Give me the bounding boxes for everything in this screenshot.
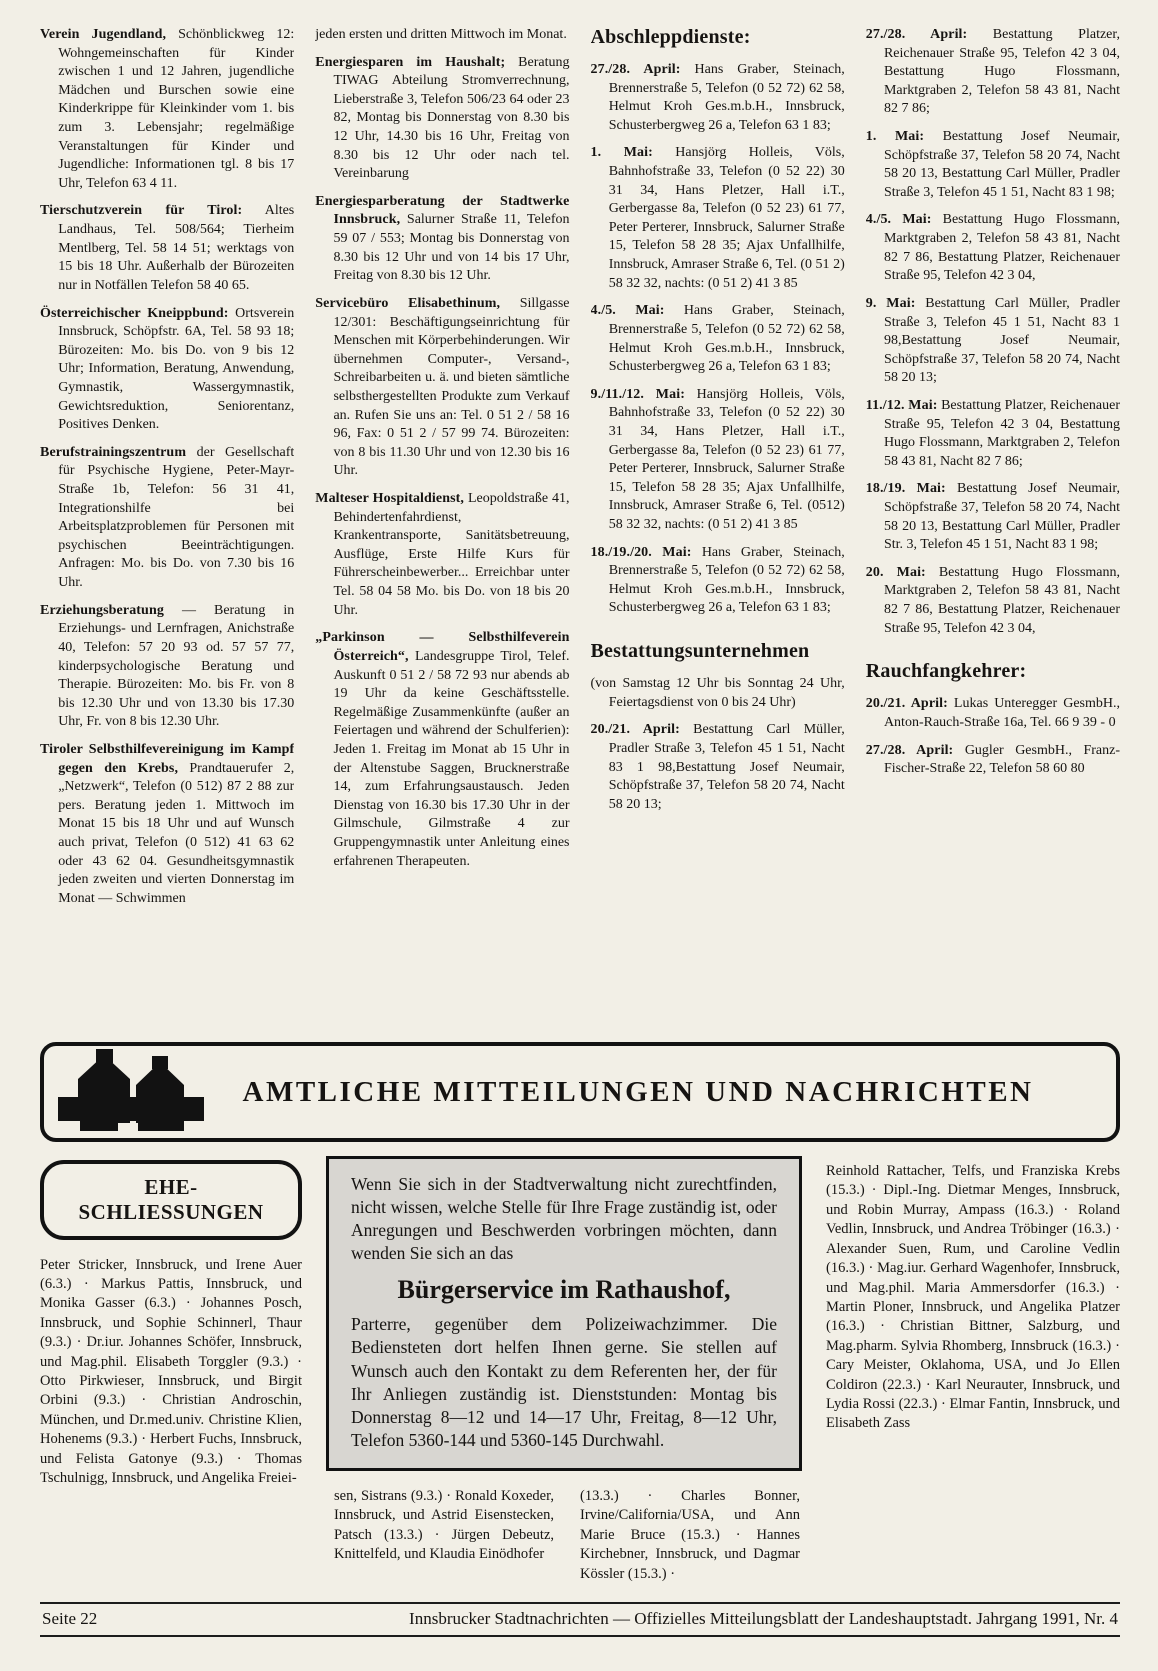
buergerservice-title: Bürgerservice im Rathaushof, <box>397 1275 731 1305</box>
directory-entry: 4./5. Mai: Hans Graber, Steinach, Brennerstraße 5, Telefon (0 52 72) 62 58, Helmut Kroh Ges.m.b.H., Innsbruck, Schusterbergweg 26 a, Telefon 63 1 83; <box>590 303 845 375</box>
directory-entry: Berufstrainingszentrum der Gesellschaft für Psychische Hygiene, Peter-Mayr-Straße 1b, Telefon: 56 31 41, Integrationshilfe bei Arbeitsplatzproblemen für Personen mit psychischen Beeinträchtigungen. Anfragen: Mo. bis Do. von 7.30 bis 16 Uhr. <box>40 444 295 591</box>
directory-entry: jeden ersten und dritten Mittwoch im Monat. <box>315 27 567 42</box>
directory-entry: Energiesparen im Haushalt; Beratung TIWAG Abteilung Stromverrechnung, Lieberstraße 3, Telefon 506/23 64 oder 23 82, Montag bis Donnerstag von 8.30 bis 12 Uhr, 14.30 bis 16 Uhr, Freitag von 8.30 bis 12 Uhr oder nach tel. Vereinbarung <box>315 54 570 182</box>
page-number: Seite 22 <box>42 1609 98 1628</box>
directory-entry: 4./5. Mai: Bestattung Hugo Flossmann, Marktgraben 2, Telefon 58 43 81, Nacht 82 7 86, Bestattung Platzer, Reichenauer Straße 95, Telefon 42 3 04, <box>865 212 1120 284</box>
directory-entry: 9./11./12. Mai: Hansjörg Holleis, Völs, Bahnhofstraße 33, Telefon (0 52 22) 30 31 34, Hans Pletzer, Hall i.T., Gerbergasse 8a, Telefon (0 52 23) 61 77, Peter Perterer, Innsbruck, Salurner Straße 15, Telefon 58 28 35; Ajax Unfallhilfe, Innsbruck, Amraser Straße 6, Tel. (0512) 58 32 32, nachts: (0 51 2) 41 3 85 <box>590 386 845 533</box>
directory-column-3 <box>591 26 845 1030</box>
directory-entry: Österreichischer Kneippbund: Ortsverein Innsbruck, Schöpfstr. 6A, Tel. 58 93 18; Bürozeiten: Mo. bis Do. von 9 bis 12 Uhr; Information, Beratung, Anwendung, Gymnastik, Wassergymnastik, Gewichtsreduktion, Seniorentanz, Positives Denken. <box>40 305 295 433</box>
marriage-list: sen, Sistrans (9.3.) · Ronald Koxeder, Innsbruck, und Astrid Eisenstecken, Patsch (13.3.) · Jürgen Debeutz, Knittelfeld, und Klaudia Einödhofer <box>334 1487 554 1563</box>
directory-entry: 11./12. Mai: Bestattung Platzer, Reichenauer Straße 95, Telefon 42 3 04, Bestattung Hugo Flossmann, Marktgraben 2, Telefon 58 43 81, Nacht 82 7 86; <box>865 397 1120 469</box>
marriage-list: (13.3.) · Charles Bonner, Irvine/California/USA, und Ann Marie Bruce (15.3.) · Hannes Kirchebner, Innsbruck, und Dagmar Kössler (15.3.) · <box>580 1487 800 1582</box>
section-heading: Abschleppdienste: <box>590 26 751 48</box>
directory-column-2 <box>315 26 569 1030</box>
directory-entry: Tiroler Selbsthilfevereinigung im Kampf gegen den Krebs, Prandtauerufer 2, „Netzwerk“, Telefon (0 512) 87 2 88 zur pers. Beratung jeden 1. Mittwoch im Monat 15 bis 18 Uhr und auf Wunsch auch privat, Telefon (0 512) 41 63 62 oder 43 62 04. Gesundheitsgymnastik jeden zweiten und vierten Donnerstag im Monat — Schwimmen <box>40 741 295 906</box>
directory-entry: 1. Mai: Bestattung Josef Neumair, Schöpfstraße 37, Telefon 58 20 74, Nacht 58 20 13, Bestattung Carl Müller, Pradler Straße 3, Telefon 45 1 51, Nacht 83 1 98; <box>865 129 1120 200</box>
directory-entry: 27./28. April: Bestattung Platzer, Reichenauer Straße 95, Telefon 42 3 04, Bestattung Hugo Flossmann, Marktgraben 2, Telefon 58 43 81, Nacht 82 7 86; <box>865 27 1120 117</box>
directory-entry: 18./19./20. Mai: Hans Graber, Steinach, Brennerstraße 5, Telefon (0 52 72) 62 58, Helmut Kroh Ges.m.b.H., Innsbruck, Schusterbergweg 26 a, Telefon 63 1 83; <box>590 544 845 616</box>
footer-masthead-line: Innsbrucker Stadtnachrichten — Offizielles Mitteilungsblatt der Landeshauptstadt. Jahrgang 1991, Nr. 4 <box>409 1609 1118 1628</box>
directory-entry: 27./28. April: Gugler GesmbH., Franz-Fischer-Straße 22, Telefon 58 60 80 <box>865 742 1120 777</box>
directory-entry: 20. Mai: Bestattung Hugo Flossmann, Marktgraben 2, Telefon 58 43 81, Nacht 82 7 86, Bestattung Platzer, Reichenauer Straße 95, Telefon 42 3 04, <box>865 564 1120 636</box>
marriages-heading-badge <box>40 1160 302 1240</box>
directory-column-1 <box>40 26 294 1030</box>
directory-column-4 <box>866 26 1120 1030</box>
buergerservice-intro: Wenn Sie sich in der Stadtverwaltung nicht zurechtfinden, nicht wissen, welche Stelle für Ihre Frage zuständig ist, oder Anregungen und Beschwerden vorbringen möchten, dann wenden Sie sich an das <box>351 1174 777 1264</box>
lower-middle-column <box>326 1156 802 1584</box>
directory-entry: Energiesparberatung der Stadtwerke Innsbruck, Salurner Straße 11, Telefon 59 07 / 553; Montag bis Donnerstag von 8.30 bis 12 Uhr und von 14 bis 17 Uhr, Freitag von 8.30 bis 12 Uhr. <box>315 193 570 284</box>
page-footer <box>40 1602 1120 1637</box>
marriages-heading-line2: SCHLIESSUNGEN <box>78 1199 264 1224</box>
section-heading: Bestattungsunternehmen <box>590 640 810 663</box>
section-heading: Rauchfangkehrer: <box>865 660 1027 683</box>
marriage-list: Reinhold Rattacher, Telfs, und Franziska Krebs (15.3.) · Dipl.-Ing. Dietmar Menges, Innsbruck, und Robin Murray, Ampass (16.3.) · Roland Vedlin, Innsbruck, und Andrea Tröbinger (16.3.) · Alexander Suen, Rum, und Caroline Vedlin (16.3.) · Mag.iur. Gerhard Wagenhofer, Innsbruck, und Mag.phil. Maria Ammersdorfer (16.3.) · Martin Ploner, Innsbruck, und Angelika Platzer (16.3.) · Christian Bittner, Salzburg, und Mag.pharm. Sylvia Rhomberg, Innsbruck (16.3.) · Cary Meister, Oklahoma, USA, und Jo Ellen Coldiron (22.3.) · Karl Neurauter, Innsbruck, und Lydia Rossi (22.3.) · Elmar Fantin, Innsbruck, und Elisabeth Zass <box>826 1163 1120 1432</box>
marriage-list: Peter Stricker, Innsbruck, und Irene Auer (6.3.) · Markus Pattis, Innsbruck, und Monika Gasser (6.3.) · Johannes Posch, Innsbruck, und Sophie Schinnerl, Thaur (9.3.) · Dr.iur. Johannes Schöfer, Innsbruck, und Mag.phil. Elisabeth Torggler (9.3.) · Otto Pirkwieser, Innsbruck, und Birgit Orbini (9.3.) · Christian Androschin, München, und Dr.med.univ. Christine Klien, Hohenems (9.3.) · Herbert Fuchs, Innsbruck, und Felista Gatonye (9.3.) · Thomas Tschulnigg, Innsbruck, und Angelika Freiei- <box>40 1256 302 1487</box>
directory-entry: 9. Mai: Bestattung Carl Müller, Pradler Straße 3, Telefon 45 1 51, Nacht 83 1 98,Bestattung Josef Neumair, Schöpfstraße 37, Telefon 58 20 74, Nacht 58 20 13; <box>865 295 1120 386</box>
directory-entry: „Parkinson — Selbsthilfeverein Österreich“, Landesgruppe Tirol, Telef. Auskunft 0 51 2 / 58 72 93 nur abends ab 19 Uhr da keine Geschäftsstelle. Regelmäßige Zusammenkünfte (außer an Feiertagen und während der Schulferien): Jeden 1. Freitag im Monat ab 15 Uhr in der Altenstube Saggen, Brucknerstraße 14, zum Erfahrungsaustausch. Jeden Dienstag von 16.30 bis 17.30 Uhr in der Gilmschule, Gilmstraße 4 zur Gruppengymnastik unter Anleitung eines erfahrenen Therapeuten. <box>315 630 570 869</box>
directory-entry: 20./21. April: Bestattung Carl Müller, Pradler Straße 3, Telefon 45 1 51, Nacht 83 1 98,Bestattung Josef Neumair, Schöpfstraße 37, Telefon 58 20 74, Nacht 58 20 13; <box>590 722 845 812</box>
marriages-column-right <box>826 1156 1120 1584</box>
directory-entry: 1. Mai: Hansjörg Holleis, Völs, Bahnhofstraße 33, Telefon (0 52 22) 30 31 34, Hans Pletzer, Hall i.T., Gerbergasse 8a, Telefon (0 52 23) 61 77, Peter Perterer, Innsbruck, Salurner Straße 15, Telefon 58 28 35; Ajax Unfallhilfe, Innsbruck, Amraser Straße 6, Tel. (0 51 2) 58 32 32, nachts: (0 51 2) 41 3 85 <box>590 145 845 291</box>
directory-entry: 20./21. April: Lukas Unteregger GesmbH., Anton-Rauch-Straße 16a, Tel. 66 9 39 - 0 <box>865 696 1120 730</box>
directory-entry: Servicebüro Elisabethinum, Sillgasse 12/301: Beschäftigungseinrichtung für Menschen mit Körperbehinderungen. Wir übernehmen Computer-, Versand-, Schreibarbeiten u. ä. und bieten sämtliche selbsthergestellten Produkte zum Verkauf an. Rufen Sie uns an: Tel. 0 51 2 / 58 16 96, Fax: 0 51 2 / 57 99 74. Bürozeiten: von 8 bis 11.30 Uhr und von 12.30 bis 16 Uhr. <box>315 295 570 479</box>
directory-entry: Tierschutzverein für Tirol: Altes Landhaus, Tel. 508/564; Tierheim Mentlberg, Tel. 58 14 51; werktags von 15 bis 18 Uhr. Außerhalb der Bürozeiten nur in Notfällen Telefon 58 40 65. <box>40 203 295 293</box>
marriages-bottom-strip <box>326 1487 802 1584</box>
marriages-column-left <box>40 1156 302 1584</box>
directory-entry: Malteser Hospitaldienst, Leopoldstraße 41, Behindertenfahrdienst, Krankentransporte, Sanitätsbetreuung, Ausflüge, Erste Hilfe Kurs für Führerscheinbewerber... Erreichbar unter Tel. 58 04 58 Mo. bis Do. von 18 bis 20 Uhr. <box>315 491 570 618</box>
directory-entry: 27./28. April: Hans Graber, Steinach, Brennerstraße 5, Telefon (0 52 72) 62 58, Helmut Kroh Ges.m.b.H., Innsbruck, Schusterbergweg 26 a, Telefon 63 1 83; <box>590 62 845 133</box>
directory-entry: (von Samstag 12 Uhr bis Sonntag 24 Uhr, Feiertagsdienst von 0 bis 24 Uhr) <box>590 676 845 710</box>
banner-title: AMTLICHE MITTEILUNGEN UND NACHRICHTEN <box>242 1075 1034 1108</box>
marriages-heading-line1: EHE- <box>144 1175 198 1199</box>
directory-section <box>40 26 1120 1030</box>
lower-section <box>40 1156 1120 1584</box>
directory-entry: 18./19. Mai: Bestattung Josef Neumair, Schöpfstraße 37, Telefon 58 20 74, Nacht 58 20 13, Bestattung Carl Müller, Pradler Str. 3, Telefon 45 1 51, Nacht 83 1 98; <box>865 481 1120 553</box>
city-towers-logo-icon <box>56 1049 206 1138</box>
buergerservice-panel <box>326 1156 802 1471</box>
directory-entry: Verein Jugendland, Schönblickweg 12: Wohngemeinschaften für Kinder zwischen 1 und 12 Jahren, jugendliche Mädchen und Burschen sowie eine Kinderkrippe für Kleinkinder vom 1. bis zum 3. Lebensjahr; regelmäßige Veranstaltungen für Kinder und Jugendliche: Informationen tgl. 8 bis 17 Uhr, Telefon 63 4 11. <box>40 27 295 191</box>
official-announcements-banner <box>40 1042 1120 1142</box>
buergerservice-body: Parterre, gegenüber dem Polizeiwachzimmer. Die Bediensteten dort helfen Ihnen gerne. Sie stellen auf Wunsch auch den Kontakt zu dem Referenten her, der für Ihr Anliegen zuständig ist. Dienststunden: Montag bis Donnerstag 8—12 und 14—17 Uhr, Freitag, 8—12 Uhr, Telefon 5360-144 und 5360-145 Durchwahl. <box>351 1314 777 1450</box>
directory-entry: Erziehungsberatung — Beratung in Erziehungs- und Lernfragen, Anichstraße 40, Telefon: 57 20 93 od. 57 57 77, kinderpsychologische Beratung und Therapie. Bürozeiten: Mo. bis Fr. von 8 bis 12.30 Uhr und von 13.30 bis 17.30 Uhr, Fr. von 8 bis 12.30 Uhr. <box>40 602 295 730</box>
